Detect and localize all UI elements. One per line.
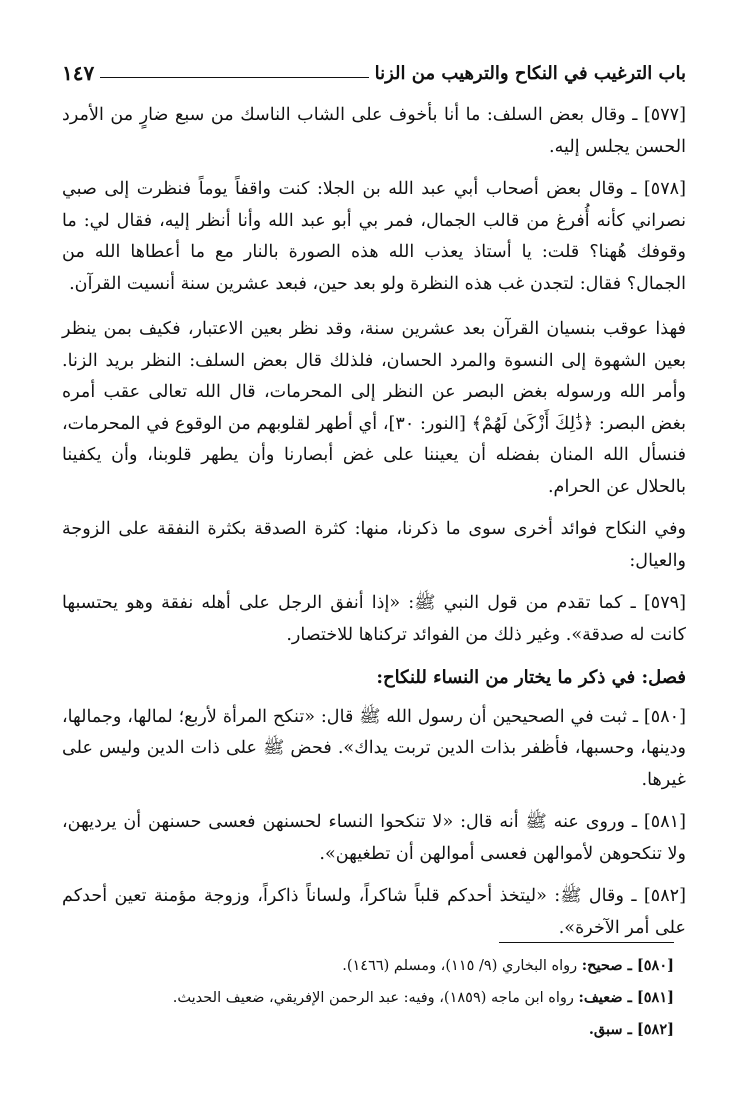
chapter-title: باب الترغيب في النكاح والترهيب من الزنا xyxy=(374,62,686,84)
footnote-580-grade: [٥٨٠] ـ صحيح: xyxy=(581,957,674,974)
paragraph-579: [٥٧٩] ـ كما تقدم من قول النبي ﷺ: «إذا أنفق الرجل على أهله نفقة وهو يحتسبها كانت له صدقة». وغير ذلك من الفوائد تركناها للاختصار. xyxy=(62,593,686,645)
footnote-582 xyxy=(74,1014,674,1046)
paragraph-580: [٥٨٠] ـ ثبت في الصحيحين أن رسول الله ﷺ قال: «تنكح المرأة لأربع؛ لمالها، وجمالها، ودينها، وحسبها، فأظفر بذات الدين تربت يداك». فحض ﷺ على ذات الدين وليس على غيرها. xyxy=(62,706,687,790)
paragraph-commentary: فهذا عوقب بنسيان القرآن بعد عشرين سنة، وقد نظر بعين الاعتبار، فكيف بمن ينظر بعين الشهوة إلى النسوة والمرد الحسان، فلذلك قال بعض السلف: النظر بريد الزنا. وأمر الله ورسوله بغض البصر عن النظر إلى المحرمات، قال الله تعالى عقب أمره بغض البصر: ﴿ذَٰلِكَ أَزْكَىٰ لَهُمْ﴾ [النور: ٣٠]، أي أطهر لقلوبهم من الوقوع في المحرمات، فنسأل الله المنان بفضله أن يعيننا على غض أبصارنا وأن يطهر قلوبنا، وأن يكفينا بالحلال عن الحرام. xyxy=(62,319,686,497)
paragraph-578: [٥٧٨] ـ وقال بعض أصحاب أبي عبد الله بن الجلا: كنت واقفاً يوماً فنظرت إلى صبي نصراني كأنه أُفرغ من قالب الجمال، فمر بي أبو عبد الله وأنا أنظر إليه، فقال لي: ما وقوفك هُهنا؟ قلت: يا أستاذ يعذب الله هذه الصورة بالنار مع ما أعطاها الله من الجمال؟ فقال: لتجدن غب هذه النظرة ولو بعد حين، فبعد عشرين سنة أنسيت القرآن. xyxy=(62,179,686,294)
footnote-581-grade: [٥٨١] ـ ضعيف: xyxy=(578,989,674,1006)
page-number: ١٤٧ xyxy=(62,61,95,85)
paragraph-577: [٥٧٧] ـ وقال بعض السلف: ما أنا بأخوف على الشاب الناسك من سبع ضارٍ من الأمرد الحسن يجلس إليه. xyxy=(62,105,686,157)
header-rule xyxy=(100,77,368,78)
paragraph-582: [٥٨٢] ـ وقال ﷺ: «ليتخذ أحدكم قلباً شاكراً، ولساناً ذاكراً، وزوجة مؤمنة تعين أحدكم على أمر الآخرة». xyxy=(62,886,686,938)
running-header xyxy=(62,58,686,88)
footnote-582-grade: [٥٨٢] ـ سبق. xyxy=(588,1021,674,1038)
footnote-580-text: رواه البخاري (٩/ ١١٥)، ومسلم (١٤٦٦). xyxy=(342,958,582,974)
footnote-581-text: رواه ابن ماجه (١٨٥٩)، وفيه: عبد الرحمن الإفريقي، ضعيف الحديث. xyxy=(172,990,579,1006)
footnote-581 xyxy=(74,982,674,1014)
footnotes xyxy=(74,950,674,1046)
paragraph-581: [٥٨١] ـ وروى عنه ﷺ أنه قال: «لا تنكحوا النساء لحسنهن فعسى حسنهن أن يرديهن، ولا تنكحوهن لأموالهن فعسى أموالهن أن تطغيهن». xyxy=(62,812,686,864)
footnote-580 xyxy=(74,950,674,982)
paragraph-benefits: وفي النكاح فوائد أخرى سوى ما ذكرنا، منها: كثرة الصدقة بكثرة النفقة على الزوجة والعيال: xyxy=(62,519,686,571)
section-heading: فصل: في ذكر ما يختار من النساء للنكاح: xyxy=(376,667,686,688)
footnote-separator xyxy=(499,942,674,943)
